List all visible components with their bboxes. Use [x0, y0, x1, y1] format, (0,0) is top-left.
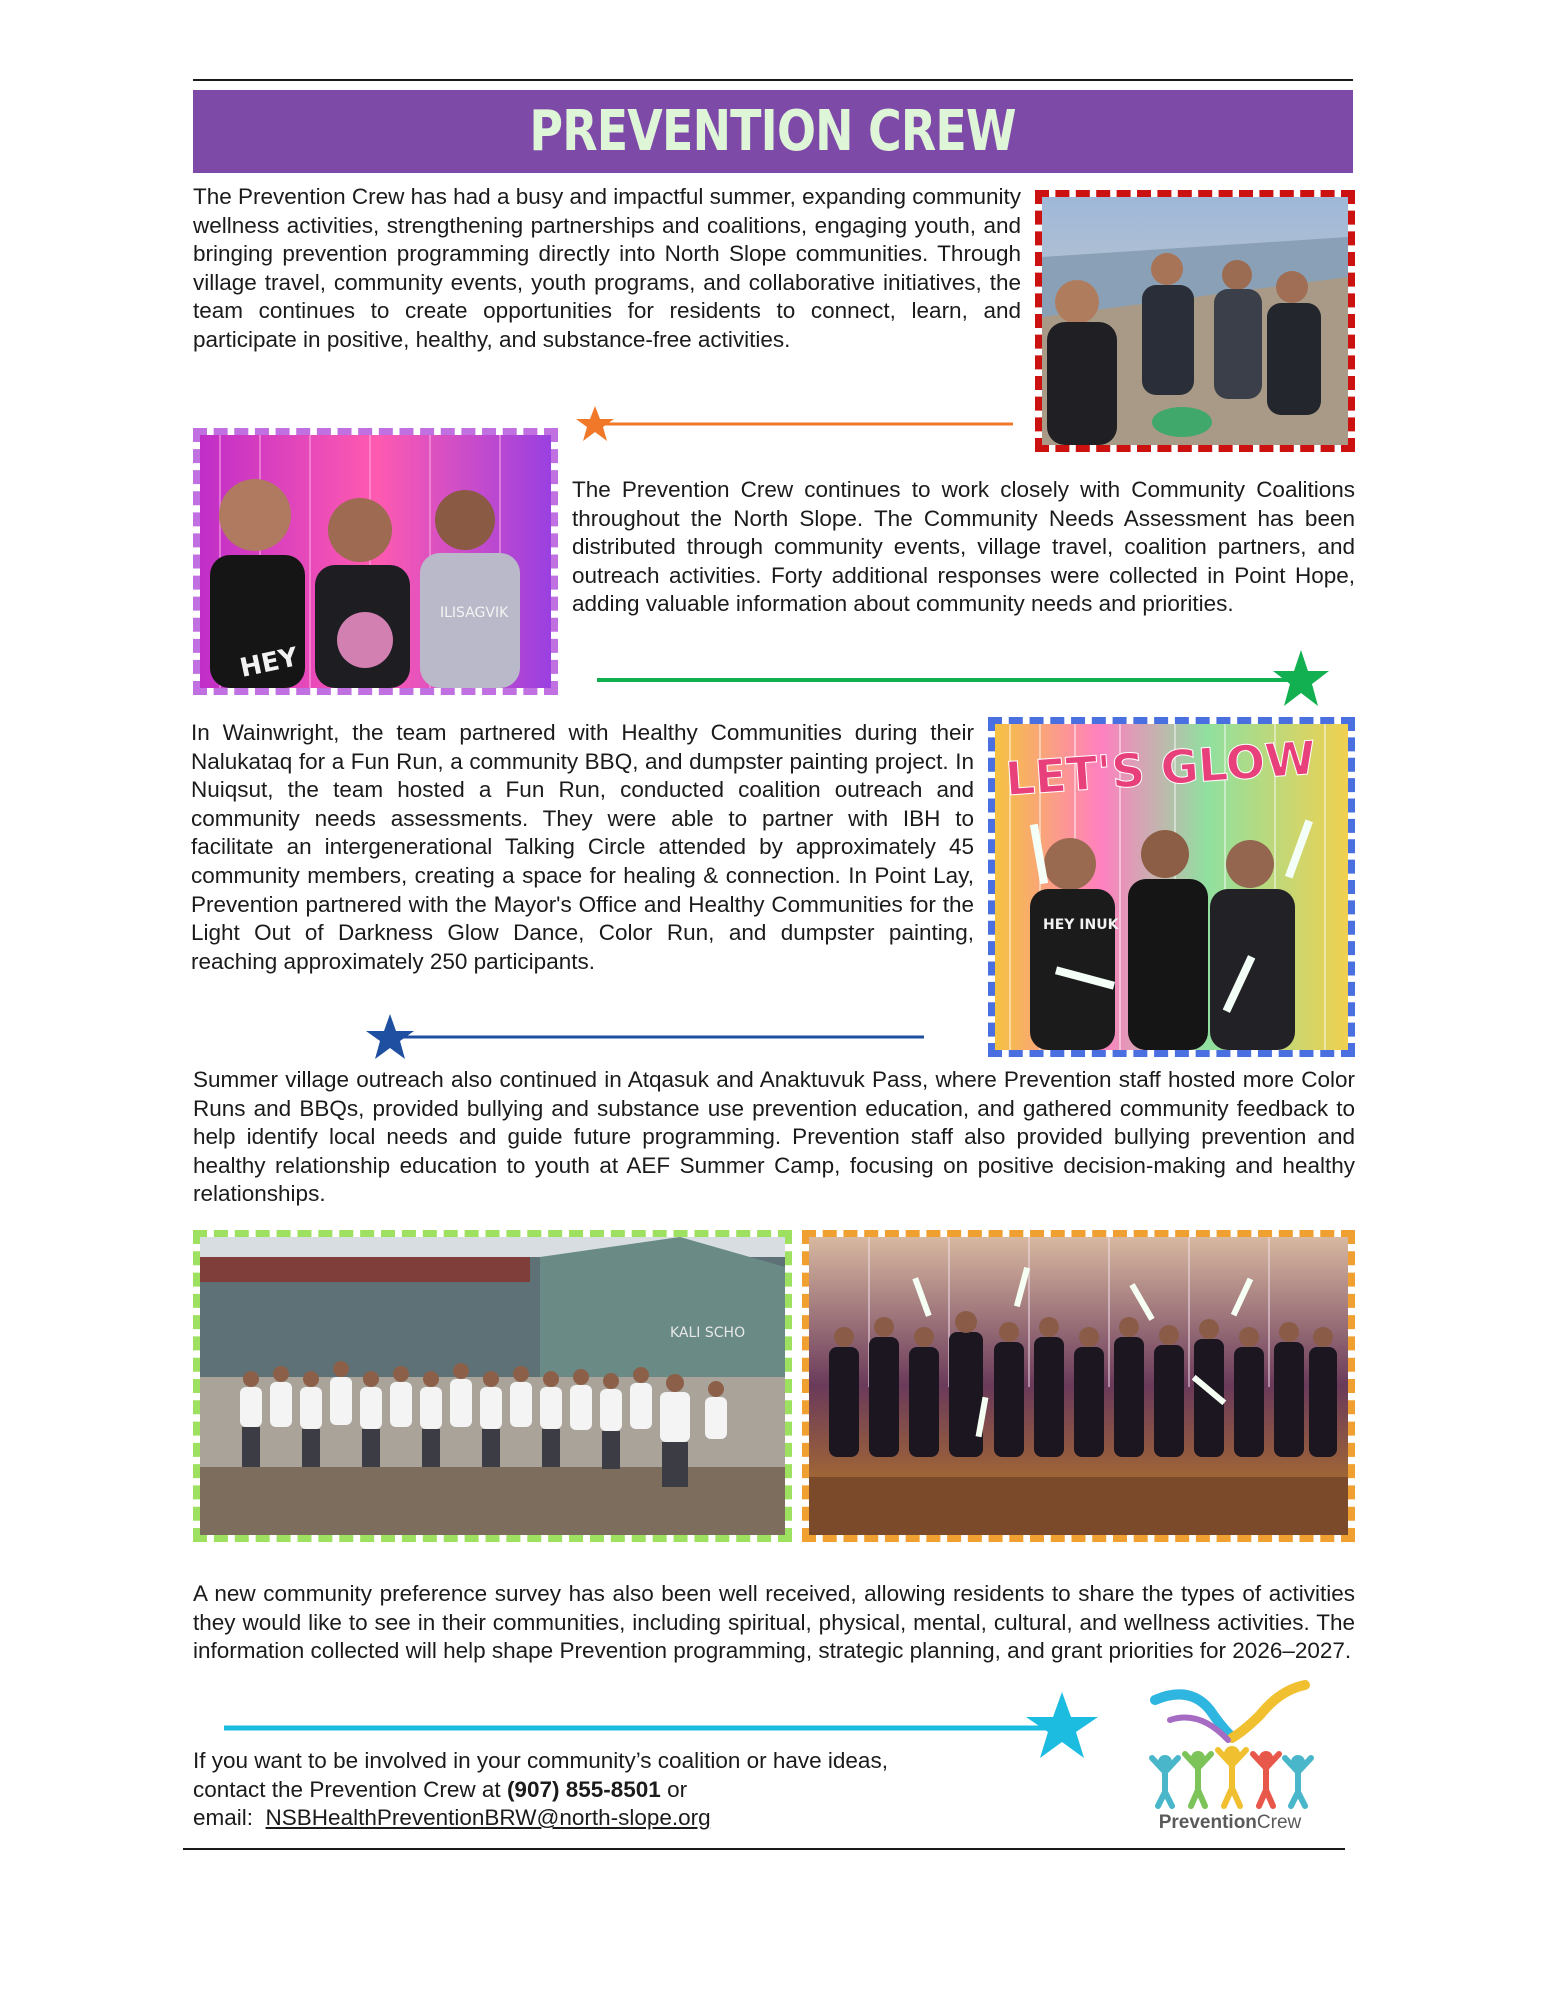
shirt-text-left: HEY — [237, 642, 301, 684]
blue-star-arrow — [366, 1012, 926, 1062]
logo-word-crew: Crew — [1256, 1812, 1302, 1833]
top-rule — [193, 79, 1353, 81]
shirt-text-glow: HEY INUK — [1043, 917, 1119, 933]
summer-paragraph: Summer village outreach also continued in Atqasuk and Anaktuvuk Pass, where Prevention staff hosted more Color Runs and BBQs, provided bullying and substance use prevention education, and gathered community feedback to help identify local needs and guide future programming. Prevention staff also provided bullying prevention and healthy relationship education to youth at AEF Summer Camp, focusing on positive decision-making and healthy relationships. — [193, 1067, 1355, 1207]
contact-suffix: or — [667, 1776, 688, 1802]
logo-figures-icon — [1140, 1680, 1320, 1810]
photo-lets-glow — [988, 717, 1355, 1057]
photo-school-group — [193, 1230, 792, 1542]
intro-paragraph: The Prevention Crew has had a busy and impactful summer, expanding community wellness activities, strengthening partnerships and coalitions, engaging youth, and bringing prevention programming directly into North Slope communities. Through village travel, community events, youth programs, and collaborative initiatives, the team continues to create opportunities for residents to connect, learn, and participate in positive, healthy, and substance-free activities. — [193, 184, 1021, 352]
school-sign-text: KALI SCHO — [670, 1325, 746, 1341]
glow-banner-text: LET'S GLOW — [1003, 730, 1318, 807]
photo-party-selfie — [193, 428, 558, 695]
orange-star-arrow — [575, 402, 1015, 446]
title-banner — [193, 90, 1353, 173]
contact-line-1: If you want to be involved in your community’s coalition or have ideas, — [193, 1748, 888, 1773]
coalitions-paragraph: The Prevention Crew continues to work closely with Community Coalitions throughout the North Slope. The Community Needs Assessment has been distributed through community events, village travel, coalition partners, and outreach activities. Forty additional responses were collected in Point Hope, adding valuable information about community needs and priorities. — [572, 477, 1355, 617]
contact-line-2 — [193, 1776, 888, 1805]
bottom-rule — [183, 1848, 1345, 1850]
logo-word-prevention: Prevention — [1158, 1812, 1257, 1833]
logo-wordmark — [1140, 1812, 1320, 1834]
survey-paragraph: A new community preference survey has also been well received, allowing residents to share the types of activities they would like to see in their communities, including spiritual, physical, mental, cultural, and wellness activities. The information collected will help shape Prevention programming, strategic planning, and grant priorities for 2026–2027. — [193, 1581, 1355, 1664]
contact-line-3 — [193, 1804, 888, 1833]
prevention-crew-logo — [1140, 1680, 1320, 1840]
page-title: PREVENTION CREW — [529, 99, 1017, 164]
green-star-arrow — [595, 648, 1330, 712]
villages-paragraph: In Wainwright, the team partnered with Healthy Communities during their Nalukataq for a Fun Run, a community BBQ, and dumpster painting project. In Nuiqsut, the team hosted a Fun Run, conducted coalition outreach and community needs assessments. They were able to partner with IBH to facilitate an intergenerational Talking Circle attended by approximately 45 community members, creating a space for healing & connection. In Point Lay, Prevention partnered with the Mayor's Office and Healthy Communities for the Light Out of Darkness Glow Dance, Color Run, and dumpster painting, reaching approximately 250 participants. — [191, 720, 974, 974]
shirt-text-right: ILISAGVIK — [440, 605, 509, 621]
photo-beach-group — [1035, 190, 1355, 452]
email-link[interactable]: NSBHealthPreventionBRW@north-slope.org — [265, 1805, 711, 1831]
contact-prefix: contact the Prevention Crew at — [193, 1776, 501, 1802]
contact-phone[interactable]: (907) 855-8501 — [506, 1776, 661, 1802]
photo-glow-dance — [802, 1230, 1355, 1542]
contact-block — [193, 1747, 888, 1833]
email-label: email: — [193, 1805, 254, 1831]
